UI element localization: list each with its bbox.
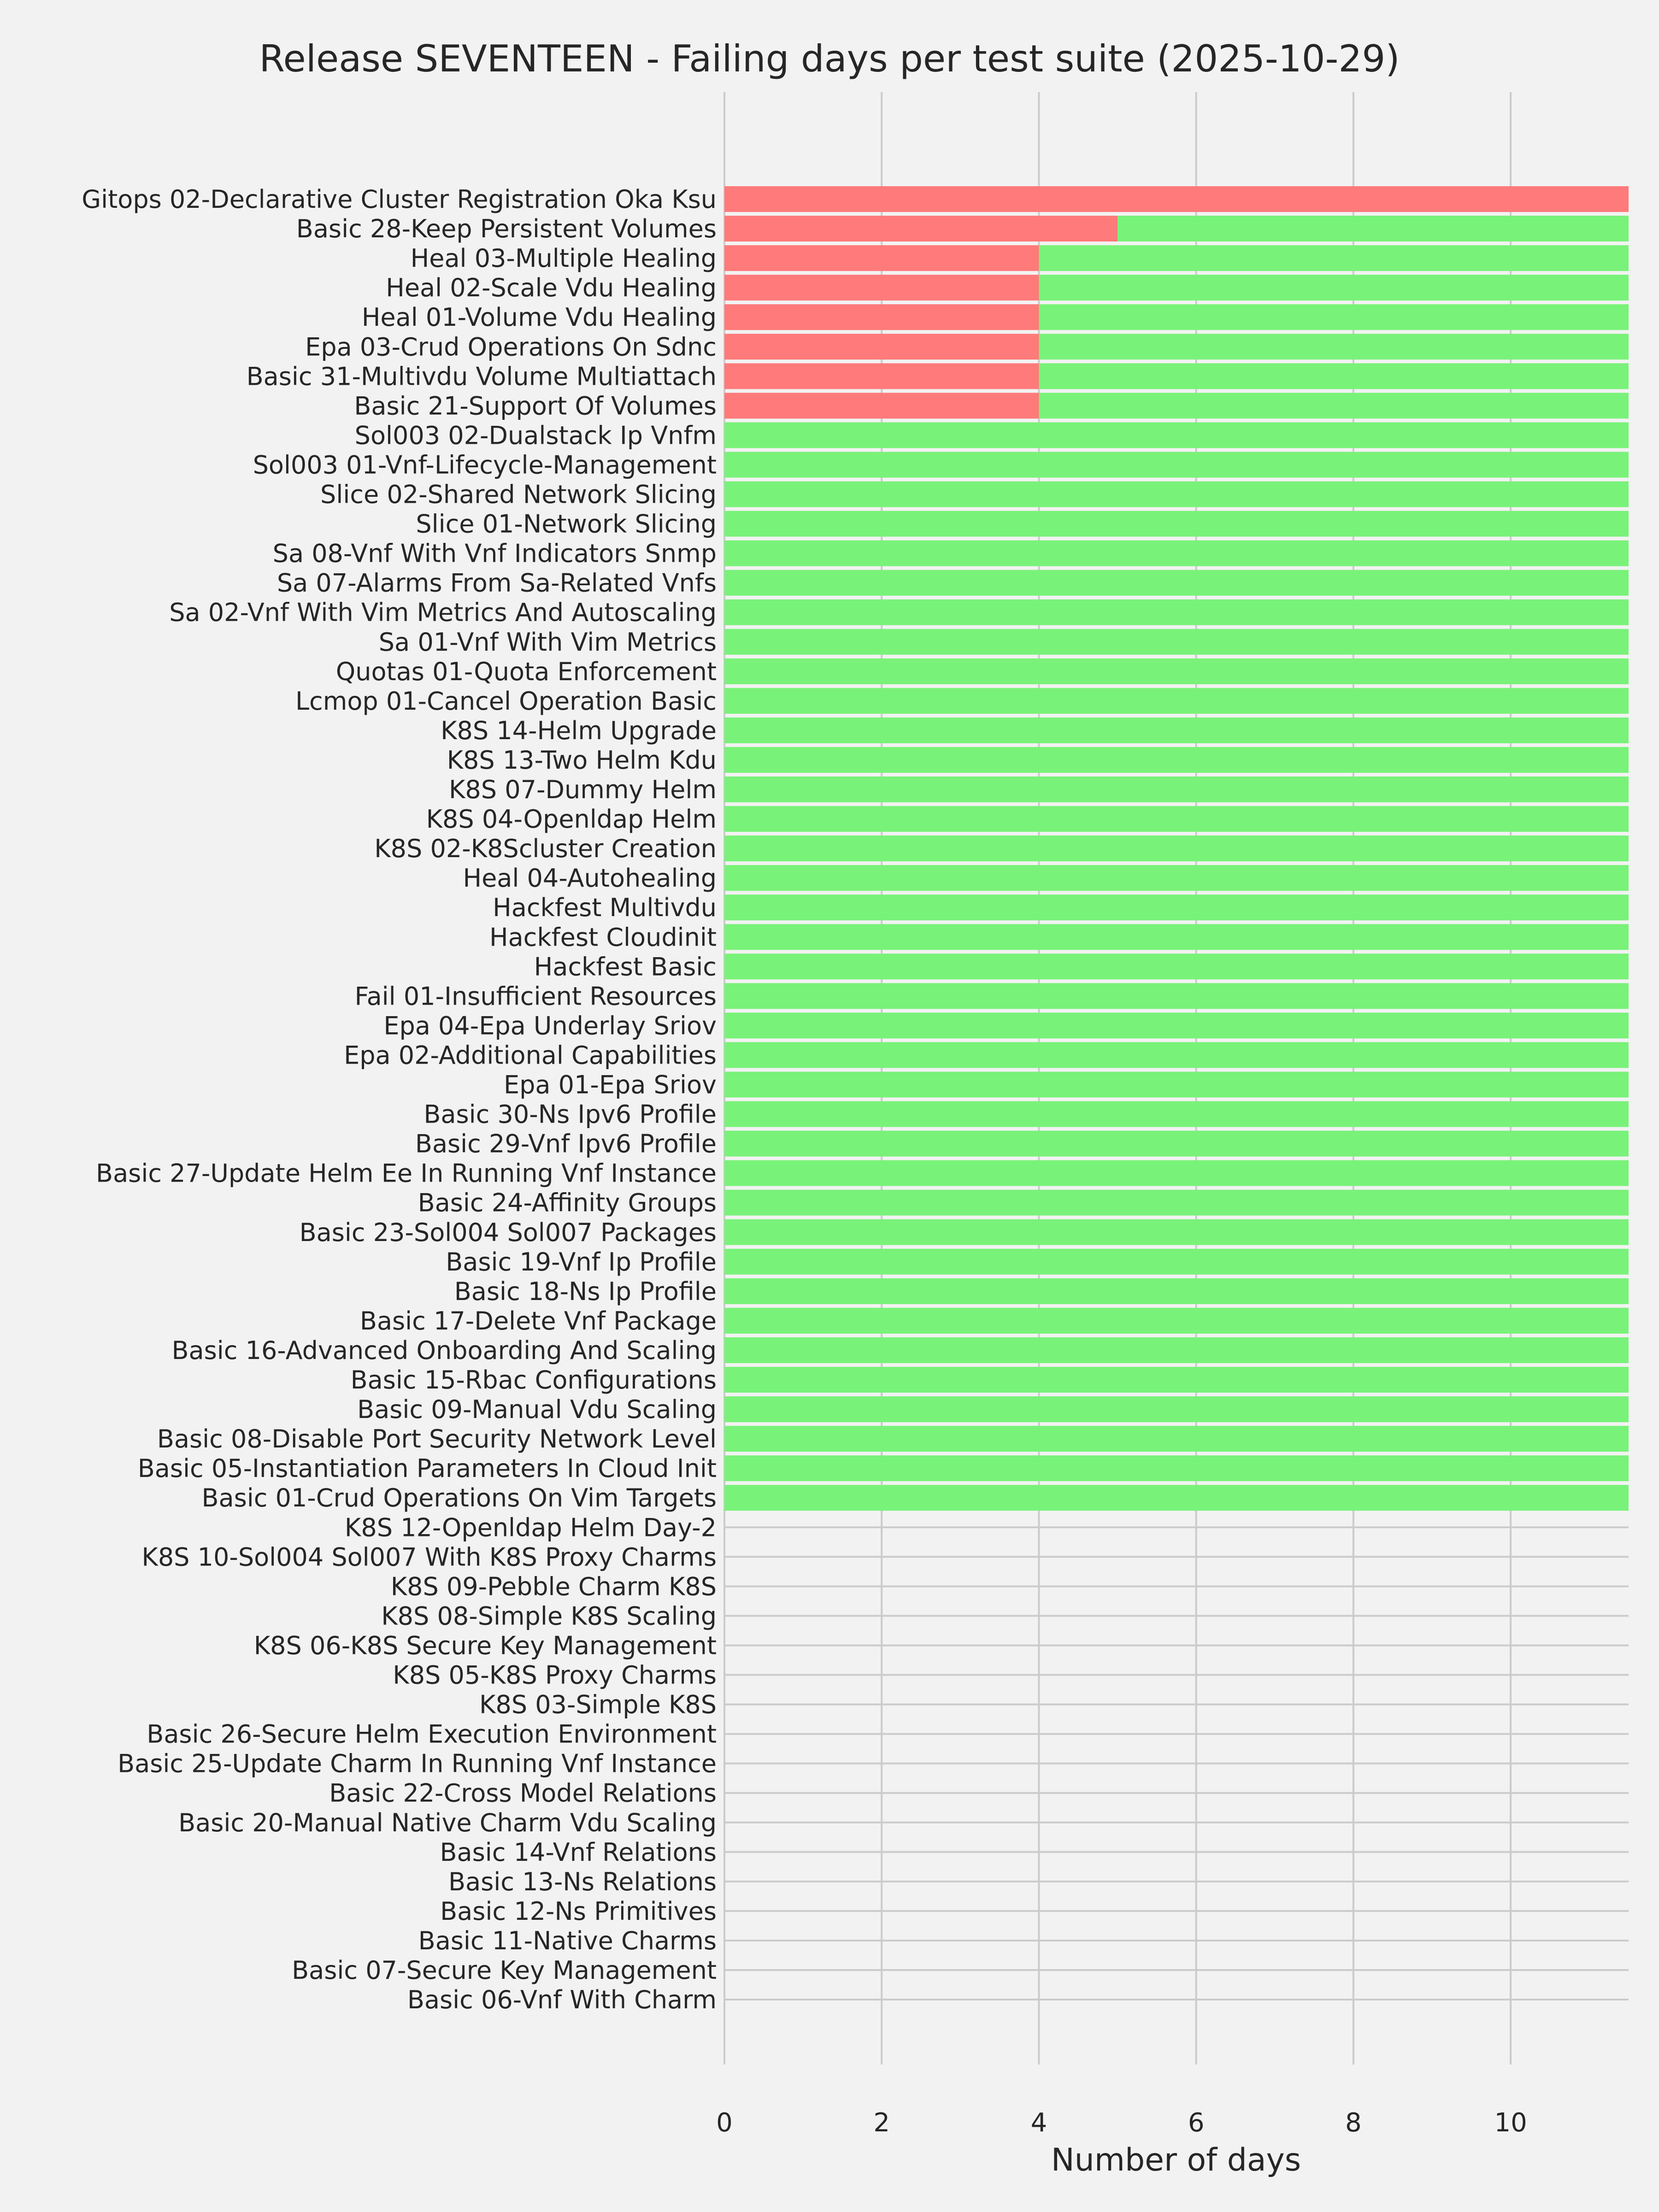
category-label: Heal 02-Scale Vdu Healing: [386, 273, 717, 303]
category-label: Epa 04-Epa Underlay Sriov: [383, 1011, 717, 1041]
category-label: K8S 12-Openldap Helm Day-2: [344, 1513, 717, 1542]
category-label: Basic 18-Ns Ip Profile: [454, 1277, 717, 1306]
bar-failing: [724, 186, 1629, 212]
bar-passing: [724, 1337, 1629, 1363]
bar-passing: [724, 1396, 1629, 1422]
category-label: Basic 29-Vnf Ipv6 Profile: [415, 1129, 717, 1159]
bar-passing: [724, 541, 1629, 566]
category-label: K8S 08-Simple K8S Scaling: [381, 1601, 717, 1631]
bar-passing: [724, 747, 1629, 773]
chart-title: Release SEVENTEEN - Failing days per test suite (2025-10-29): [259, 37, 1400, 80]
category-label: Heal 04-Autohealing: [463, 864, 717, 893]
bar-failing: [724, 304, 1039, 330]
bar-passing: [724, 983, 1629, 1009]
category-label: K8S 06-K8S Secure Key Management: [253, 1631, 717, 1660]
bar-passing: [724, 1426, 1629, 1452]
category-label: Hackfest Cloudinit: [489, 923, 717, 952]
category-label: K8S 05-K8S Proxy Charms: [393, 1660, 717, 1690]
bar-passing: [724, 894, 1629, 920]
bar-passing: [724, 1131, 1629, 1157]
category-label: K8S 13-Two Helm Kdu: [447, 745, 717, 775]
category-label: K8S 07-Dummy Helm: [449, 775, 717, 804]
category-label: Basic 24-Affinity Groups: [418, 1188, 717, 1218]
category-label: Heal 01-Volume Vdu Healing: [361, 303, 717, 332]
bar-passing: [724, 1485, 1629, 1511]
bar-passing: [1039, 363, 1629, 389]
bar-failing: [724, 216, 1118, 241]
category-label: Sa 08-Vnf With Vnf Indicators Snmp: [272, 539, 717, 568]
category-label: Sa 01-Vnf With Vim Metrics: [378, 627, 717, 657]
bar-failing: [724, 245, 1039, 271]
category-label: Basic 01-Crud Operations On Vim Targets: [201, 1483, 717, 1513]
category-label: Basic 19-Vnf Ip Profile: [446, 1247, 717, 1277]
category-label: Basic 13-Ns Relations: [448, 1867, 717, 1896]
bar-passing: [724, 1455, 1629, 1481]
bar-passing: [724, 422, 1629, 448]
category-label: Sol003 02-Dualstack Ip Vnfm: [354, 421, 717, 450]
bar-passing: [724, 1012, 1629, 1038]
bar-passing: [724, 629, 1629, 655]
category-label: Sa 02-Vnf With Vim Metrics And Autoscaling: [169, 598, 717, 627]
category-label: Basic 25-Update Charm In Running Vnf Instance: [118, 1749, 717, 1778]
bar-failing: [724, 275, 1039, 300]
bar-passing: [1039, 275, 1629, 300]
category-label: Slice 02-Shared Network Slicing: [320, 480, 717, 509]
category-label: K8S 02-K8Scluster Creation: [374, 834, 717, 864]
bar-passing: [724, 570, 1629, 596]
bar-passing: [724, 1072, 1629, 1098]
category-label: Epa 02-Additional Capabilities: [344, 1041, 717, 1070]
bar-passing: [724, 1160, 1629, 1186]
category-label: Basic 06-Vnf With Charm: [407, 1985, 717, 2015]
bar-passing: [724, 924, 1629, 950]
category-label: Basic 07-Secure Key Management: [292, 1956, 717, 1985]
bar-passing: [724, 659, 1629, 684]
category-label: Gitops 02-Declarative Cluster Registration Oka Ksu: [82, 185, 717, 214]
bar-passing: [1118, 216, 1629, 241]
category-label: K8S 03-Simple K8S: [479, 1690, 717, 1719]
bar-passing: [724, 1278, 1629, 1304]
category-label: Basic 31-Multivdu Volume Multiattach: [246, 362, 717, 391]
bar-passing: [724, 1190, 1629, 1216]
category-label: Heal 03-Multiple Healing: [410, 244, 717, 273]
category-label: Sol003 01-Vnf-Lifecycle-Management: [253, 450, 717, 480]
bar-failing: [724, 393, 1039, 418]
category-label: K8S 10-Sol004 Sol007 With K8S Proxy Charms: [141, 1542, 717, 1572]
category-label: Basic 21-Support Of Volumes: [354, 391, 717, 421]
category-label: Basic 20-Manual Native Charm Vdu Scaling: [178, 1808, 717, 1837]
bar-passing: [724, 452, 1629, 477]
bars: [724, 186, 1629, 1511]
bar-passing: [724, 600, 1629, 625]
bar-passing: [724, 1249, 1629, 1275]
x-tick-label: 2: [873, 2108, 890, 2138]
bar-failing: [724, 334, 1039, 359]
category-label: Slice 01-Network Slicing: [416, 509, 717, 539]
bar-passing: [1039, 245, 1629, 271]
bar-passing: [724, 718, 1629, 743]
category-label: Fail 01-Insufficient Resources: [354, 982, 717, 1011]
category-label: Basic 28-Keep Persistent Volumes: [296, 214, 717, 244]
bar-failing: [724, 363, 1039, 389]
category-label: Epa 03-Crud Operations On Sdnc: [305, 332, 717, 362]
category-label: Basic 08-Disable Port Security Network Level: [157, 1424, 717, 1454]
category-label: Basic 12-Ns Primitives: [440, 1896, 717, 1926]
bar-passing: [724, 1042, 1629, 1068]
category-label: Basic 26-Secure Helm Execution Environment: [147, 1719, 717, 1749]
category-label: K8S 04-Openldap Helm: [426, 805, 717, 834]
x-tick-label: 8: [1345, 2108, 1362, 2138]
category-label: Basic 27-Update Helm Ee In Running Vnf Instance: [96, 1159, 717, 1188]
bar-passing: [1039, 393, 1629, 418]
bar-passing: [1039, 334, 1629, 359]
bar-passing: [724, 1367, 1629, 1393]
bar-passing: [724, 806, 1629, 832]
category-label: Sa 07-Alarms From Sa-Related Vnfs: [276, 568, 717, 598]
category-label: Basic 15-Rbac Configurations: [350, 1365, 717, 1394]
category-label: Basic 23-Sol004 Sol007 Packages: [299, 1218, 717, 1247]
category-label: Lcmop 01-Cancel Operation Basic: [295, 686, 717, 716]
bar-passing: [724, 953, 1629, 979]
bar-passing: [724, 1308, 1629, 1334]
category-label: Epa 01-Epa Sriov: [504, 1070, 717, 1100]
category-label: Basic 16-Advanced Onboarding And Scaling: [171, 1335, 717, 1365]
x-tick-label: 6: [1188, 2108, 1205, 2138]
category-label: K8S 09-Pebble Charm K8S: [390, 1572, 717, 1601]
x-tick-label: 4: [1030, 2108, 1047, 2138]
bar-passing: [724, 835, 1629, 861]
bar-passing: [724, 688, 1629, 714]
category-label: Basic 17-Delete Vnf Package: [359, 1306, 717, 1335]
x-tick-label: 10: [1494, 2108, 1527, 2138]
category-label: Basic 05-Instantiation Parameters In Cloud Init: [137, 1454, 717, 1483]
x-axis-label: Number of days: [1051, 2142, 1301, 2178]
bar-passing: [724, 511, 1629, 537]
category-label: Quotas 01-Quota Enforcement: [335, 657, 717, 686]
bar-passing: [724, 482, 1629, 507]
bar-passing: [724, 865, 1629, 891]
category-label: Basic 11-Native Charms: [418, 1926, 717, 1955]
bar-passing: [724, 777, 1629, 802]
category-label: Hackfest Basic: [534, 952, 717, 982]
bar-passing: [1039, 304, 1629, 330]
bar-passing: [724, 1219, 1629, 1245]
bar-passing: [724, 1101, 1629, 1127]
category-label: K8S 14-Helm Upgrade: [441, 716, 717, 745]
category-label: Hackfest Multivdu: [493, 893, 717, 923]
category-label: Basic 09-Manual Vdu Scaling: [357, 1395, 717, 1424]
category-label: Basic 14-Vnf Relations: [440, 1837, 717, 1867]
category-label: Basic 22-Cross Model Relations: [329, 1778, 717, 1808]
category-label: Basic 30-Ns Ipv6 Profile: [424, 1100, 717, 1129]
x-tick-label: 0: [716, 2108, 733, 2138]
